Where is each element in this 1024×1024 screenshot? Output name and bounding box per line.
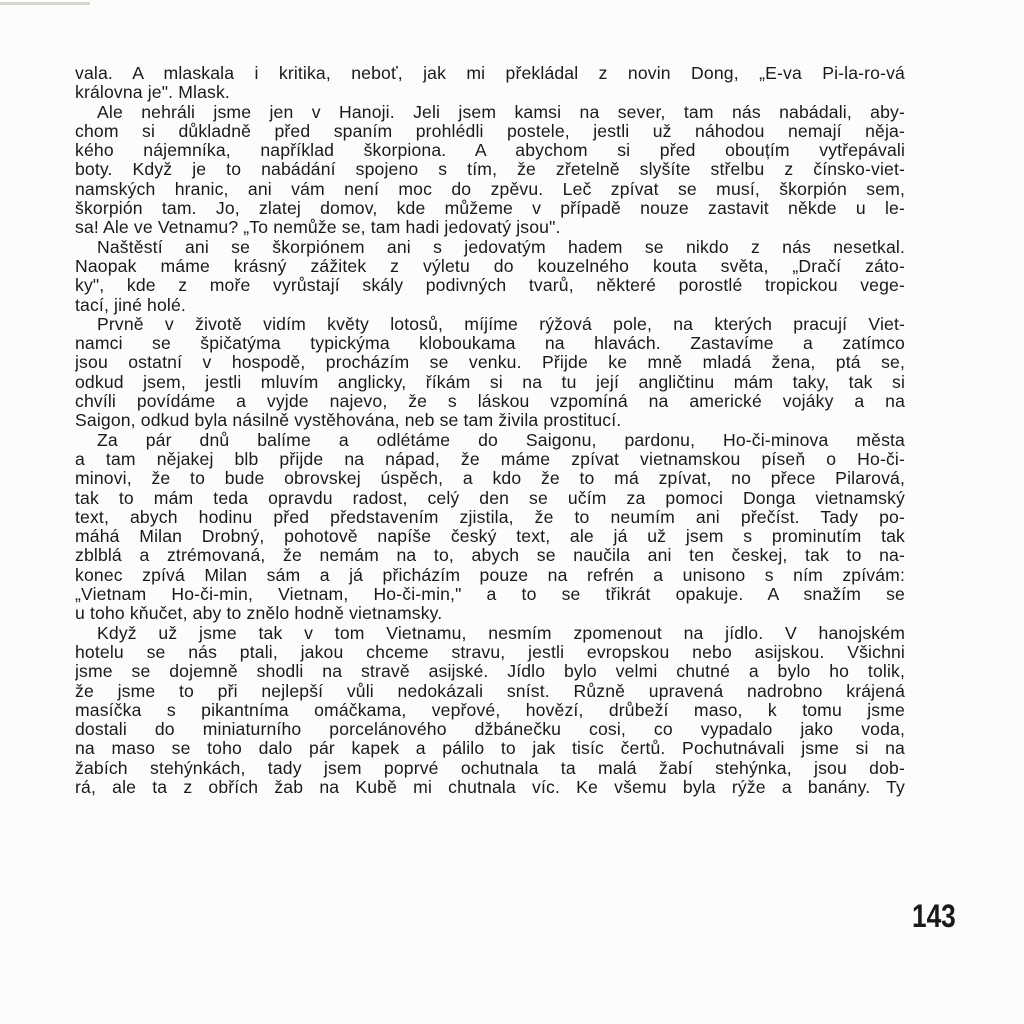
body-text bbox=[75, 64, 905, 797]
text-line: tak to mám teda opravdu radost, celý den se učím za pomoci Donga vietnamský bbox=[75, 488, 905, 508]
text-line: odkud jsem, jestli mluvím anglicky, říkám si na tu její angličtinu mám taky, tak si bbox=[75, 372, 905, 392]
text-line: ky", kde z moře vyrůstají skály podivných tvarů, některé porostlé tropickou vege- bbox=[75, 276, 905, 296]
text-line: Naopak máme krásný zážitek z výletu do kouzelného kouta světa, „Dračí záto- bbox=[75, 256, 905, 276]
text-line: a tam nějakej blb přijde na nápad, že máme zpívat vietnamskou píseň o Ho-či- bbox=[75, 449, 905, 469]
text-line: Naštěstí ani se škorpiónem ani s jedovatým hadem se nikdo z nás nesetkal. bbox=[97, 237, 905, 257]
text-line: Když už jsme tak v tom Vietnamu, nesmím zpomenout na jídlo. V hanojském bbox=[97, 623, 905, 643]
text-line: tací, jiné holé. bbox=[75, 295, 186, 315]
text-line: Prvně v životě vidím květy lotosů, míjíme rýžová pole, na kterých pracují Viet- bbox=[97, 314, 905, 334]
text-line: minovi, že to bude obrovskej úspěch, a kdo že to má zpívat, no přece Pilarová, bbox=[75, 469, 905, 489]
page-number: 143 bbox=[912, 898, 956, 934]
text-line: masíčka s pikantníma omáčkama, vepřové, hovězí, drůbeží maso, k tomu jsme bbox=[75, 700, 905, 720]
text-line: chvíli povídáme a vyjde najevo, že s láskou vzpomíná na americké vojáky a na bbox=[75, 392, 905, 412]
text-line: zblblá a ztrémovaná, že nemám na to, abych se naučila ani ten českej, tak to na- bbox=[75, 546, 905, 566]
text-line: rá, ale ta z obřích žab na Kubě mi chutnala víc. Ke všemu byla rýže a banány. Ty bbox=[75, 777, 905, 797]
text-line: boty. Když je to nabádání spojeno s tím, že zřetelně slyšíte střelbu z čínsko-viet- bbox=[75, 160, 905, 180]
text-line: dostali do miniaturního porcelánového džbánečku cosi, co vypadalo jako voda, bbox=[75, 720, 905, 740]
text-line: jsou ostatní v hospodě, procházím se venku. Přijde ke mně mladá žena, ptá se, bbox=[75, 353, 905, 373]
text-line: Ale nehráli jsme jen v Hanoji. Jeli jsem kamsi na sever, tam nás nabádali, aby- bbox=[97, 102, 905, 122]
text-line: namci se špičatýma typickýma kloboukama na hlavách. Zastavíme a zatímco bbox=[75, 334, 905, 354]
text-line: sa! Ale ve Vetnamu? „To nemůže se, tam hadi jedovatý jsou". bbox=[75, 218, 561, 238]
text-line: „Vietnam Ho-či-min, Vietnam, Ho-či-min," a to se třikrát opakuje. A snažím se bbox=[75, 585, 905, 605]
text-line: na maso se toho dalo pár kapek a pálilo to jak tisíc čertů. Pochutnávali jsme si na bbox=[75, 739, 905, 759]
text-line: královna je". Mlask. bbox=[75, 83, 230, 103]
text-line: namských hranic, ani vám není moc do zpěvu. Leč zpívat se musí, škorpión sem, bbox=[75, 179, 905, 199]
text-line: Saigon, odkud byla násilně vystěhována, neb se tam živila prostitucí. bbox=[75, 411, 622, 431]
text-line: vala. A mlaskala i kritika, neboť, jak mi překládal z novin Dong, „E-va Pi-la-ro-vá bbox=[75, 64, 905, 83]
text-line: text, abych hodinu před představením zjistila, že to neumím ani přečíst. Tady po- bbox=[75, 507, 905, 527]
text-line: škorpión tam. Jo, zlatej domov, kde můžeme v případě nouze zastavit někde u le- bbox=[75, 199, 905, 219]
text-line: konec zpívá Milan sám a já přicházím pouze na refrén a unisono s ním zpívám: bbox=[75, 565, 905, 585]
text-line: chom si důkladně před spaním prohlédli postele, jestli už náhodou nemají něja- bbox=[75, 121, 905, 141]
text-line: Za pár dnů balíme a odlétáme do Saigonu, pardonu, Ho-či-minova města bbox=[97, 430, 905, 450]
text-line: máhá Milan Drobný, pohotově napíše český text, ale já už jsem s prominutím tak bbox=[75, 527, 905, 547]
text-line: u toho kňučet, aby to znělo hodně vietnamsky. bbox=[75, 604, 443, 624]
text-line: že jsme to při nejlepší vůli nedokázali sníst. Různě upravená nadrobno krájená bbox=[75, 681, 905, 701]
scan-edge-mark bbox=[0, 2, 90, 5]
text-line: jsme se dojemně shodli na stravě asijské. Jídlo bylo velmi chutné a bylo ho tolik, bbox=[75, 662, 905, 682]
text-line: kého nájemníka, například škorpiona. A abychom si před obouțím vytřepávali bbox=[75, 141, 905, 161]
text-line: hotelu se nás ptali, jakou chceme stravu, jestli evropskou nebo asijskou. Všichni bbox=[75, 642, 905, 662]
text-line: žabích stehýnkách, tady jsem poprvé ochutnala ta malá žabí stehýnka, jsou dob- bbox=[75, 758, 905, 778]
